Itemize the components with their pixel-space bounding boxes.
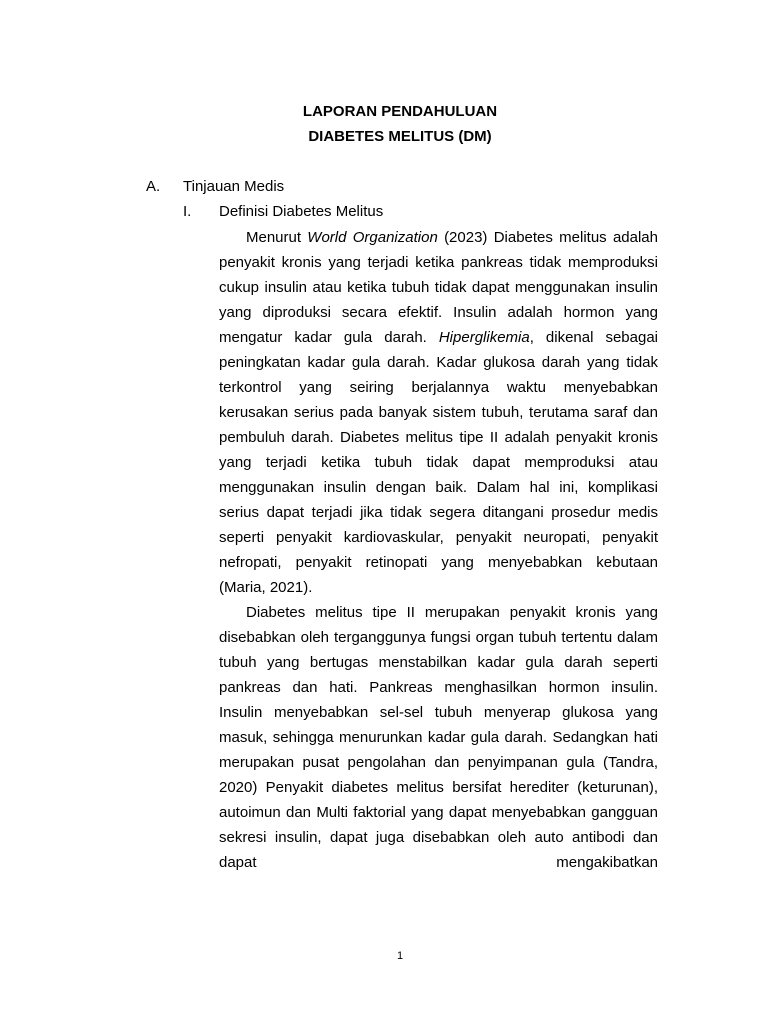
subsection-title: Definisi Diabetes Melitus [219,203,384,220]
italic-term: World Organization [307,229,438,246]
italic-term: Hiperglikemia [438,329,530,346]
section-marker: A. [146,178,161,195]
section-title: Tinjauan Medis [183,178,285,195]
page-number: 1 [396,950,404,962]
paragraph-type-2: Diabetes melitus tipe II merupakan penyakit kronis yang disebabkan oleh terganggunya fungsi organ tubuh tertentu dalam tubuh yang bertugas menstabilkan kadar gula darah seperti pankreas dan hati. Pankreas menghasilkan hormon insulin. Insulin menyebabkan sel-sel tubuh menyerap glukosa yang masuk, sehingga menurunkan kadar gula darah. Sedangkan hati merupakan pusat pengolahan dan penyimpanan gula (Tandra, 2020) Penyakit diabetes melitus bersifat herediter (keturunan), autoimun dan Multi faktorial yang dapat menyebabkan gangguan sekresi insulin, dapat juga disebabkan oleh auto antibodi dan dapat mengakibatkan [219,604,658,871]
document-title: LAPORAN PENDAHULUAN [302,103,498,120]
paragraph-definition [219,225,658,600]
document-subtitle: DIABETES MELITUS (DM) [308,128,492,145]
paragraph-text: (2023) Diabetes melitus adalah penyakit kronis yang terjadi ketika pankreas tidak memproduksi cukup insulin atau ketika tubuh tidak dapat menggunakan insulin yang diproduksi secara efektif. Insulin adalah hormon yang mengatur kadar gula darah. [219,229,658,346]
paragraph-text: , dikenal sebagai peningkatan kadar gula darah. Kadar glukosa darah yang tidak terkontrol yang seiring berjalannya waktu menyebabkan kerusakan serius pada banyak sistem tubuh, terutama saraf dan pembuluh darah. Diabetes melitus tipe II adalah penyakit kronis yang terjadi ketika tubuh tidak dapat memproduksi atau menggunakan insulin dengan baik. Dalam hal ini, komplikasi serius dapat terjadi jika tidak segera ditangani prosedur medis seperti penyakit kardiovaskular, penyakit neuropati, penyakit nefropati, penyakit retinopati yang menyebabkan kebutaan (Maria, 2021). [219,329,658,596]
paragraph-text: Menurut [246,229,308,246]
subsection-marker: I. [183,203,192,220]
